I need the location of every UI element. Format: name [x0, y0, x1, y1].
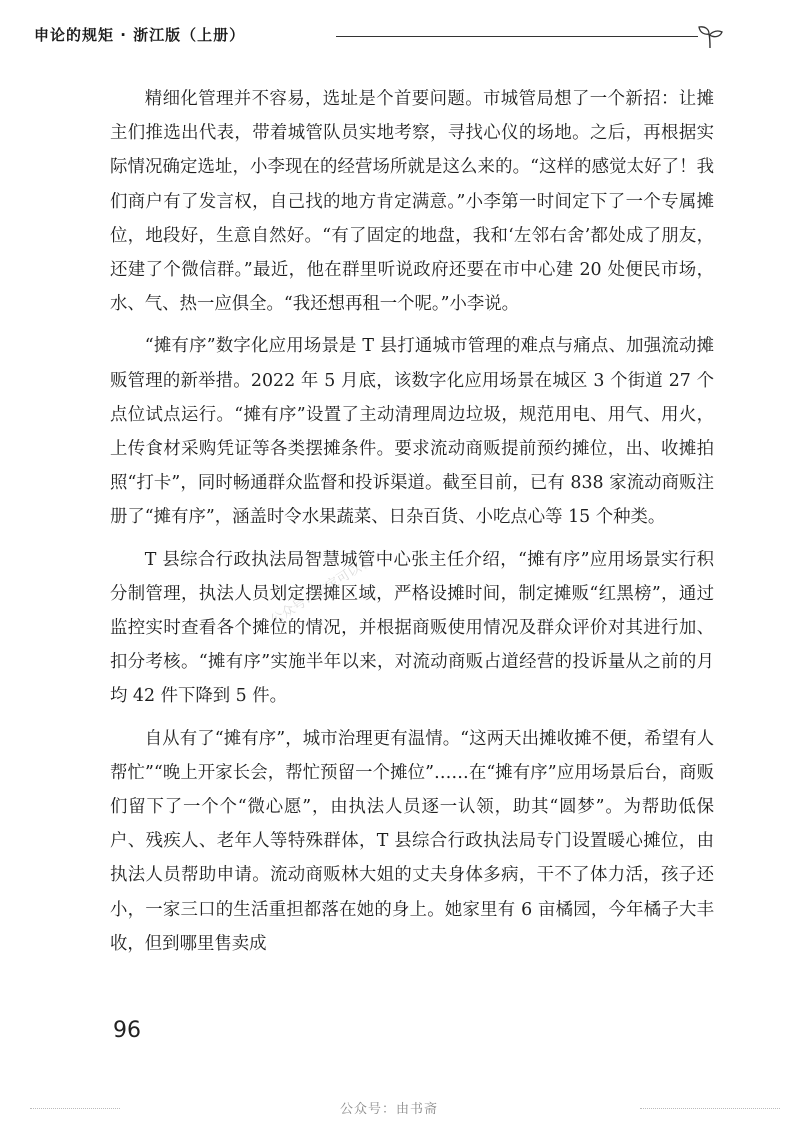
scan-artifact [640, 1108, 780, 1113]
sprout-icon [696, 22, 724, 50]
footer-watermark: 公众号：由书斋 [340, 1102, 439, 1117]
body-text [110, 82, 714, 969]
paragraph: 精细化管理并不容易，选址是个首要问题。市城管局想了一个新招：让摊主们推选出代表，带着城管队员实地考察，寻找心仪的场地。之后，再根据实际情况确定选址，小李现在的经营场所就是这么来的。“这样的感觉太好了！我们商户有了发言权，自己找的地方肯定满意。”小李第一时间定下了一个专属摊位，地段好，生意自然好。“有了固定的地盘，我和‘左邻右舍’都处成了朋友，还建了个微信群。”最近，他在群里听说政府还要在市中心建 20 处便民市场，水、气、热一应俱全。“我还想再租一个呢。”小李说。 [110, 89, 714, 315]
paragraph: “摊有序”数字化应用场景是 T 县打通城市管理的难点与痛点、加强流动摊贩管理的新举措。2022 年 5 月底，该数字化应用场景在城区 3 个街道 27 个点位试点运行。“摊有序”设置了主动清理周边垃圾，规范用电、用气、用火，上传食材采购凭证等各类摆摊条件。要求流动商贩提前预约摊位，出、收摊拍照“打卡”，同时畅通群众监督和投诉渠道。截至目前，已有 838 家流动商贩注册了“摊有序”，涵盖时令水果蔬菜、日杂百货、小吃点心等 15 个种类。 [110, 336, 714, 528]
header-rule [336, 36, 698, 37]
scan-artifact [30, 1108, 120, 1113]
paragraph: 自从有了“摊有序”，城市治理更有温情。“这两天出摊收摊不便，希望有人帮忙”“晚上开家长会，帮忙预留一个摊位”……在“摊有序”应用场景后台，商贩们留下了一个个“微心愿”，由执法人员逐一认领，助其“圆梦”。为帮助低保户、残疾人、老年人等特殊群体，T 县综合行政执法局专门设置暖心摊位，由执法人员帮助申请。流动商贩林大姐的丈夫身体多病，干不了体力活，孩子还小，一家三口的生活重担都落在她的身上。她家里有 6 亩橘园，今年橘子大丰收，但到哪里售卖成 [110, 728, 714, 954]
watermark-text: 公众号：仿定可以看 [267, 553, 376, 629]
page-number: 96 [113, 1018, 141, 1043]
book-title: 申论的规矩 · 浙江版（上册） [34, 26, 246, 44]
paragraph: T 县综合行政执法局智慧城管中心张主任介绍，“摊有序”应用场景实行积分制管理，执法人员划定摆摊区域，严格设摊时间，制定摊贩“红黑榜”，通过监控实时查看各个摊位的情况，并根据商贩使用情况及群众评价对其进行加、扣分考核。“摊有序”实施半年以来，对流动商贩占道经营的投诉量从之前的月均 42 件下降到 5 件。 [110, 549, 714, 707]
running-header [34, 22, 724, 48]
